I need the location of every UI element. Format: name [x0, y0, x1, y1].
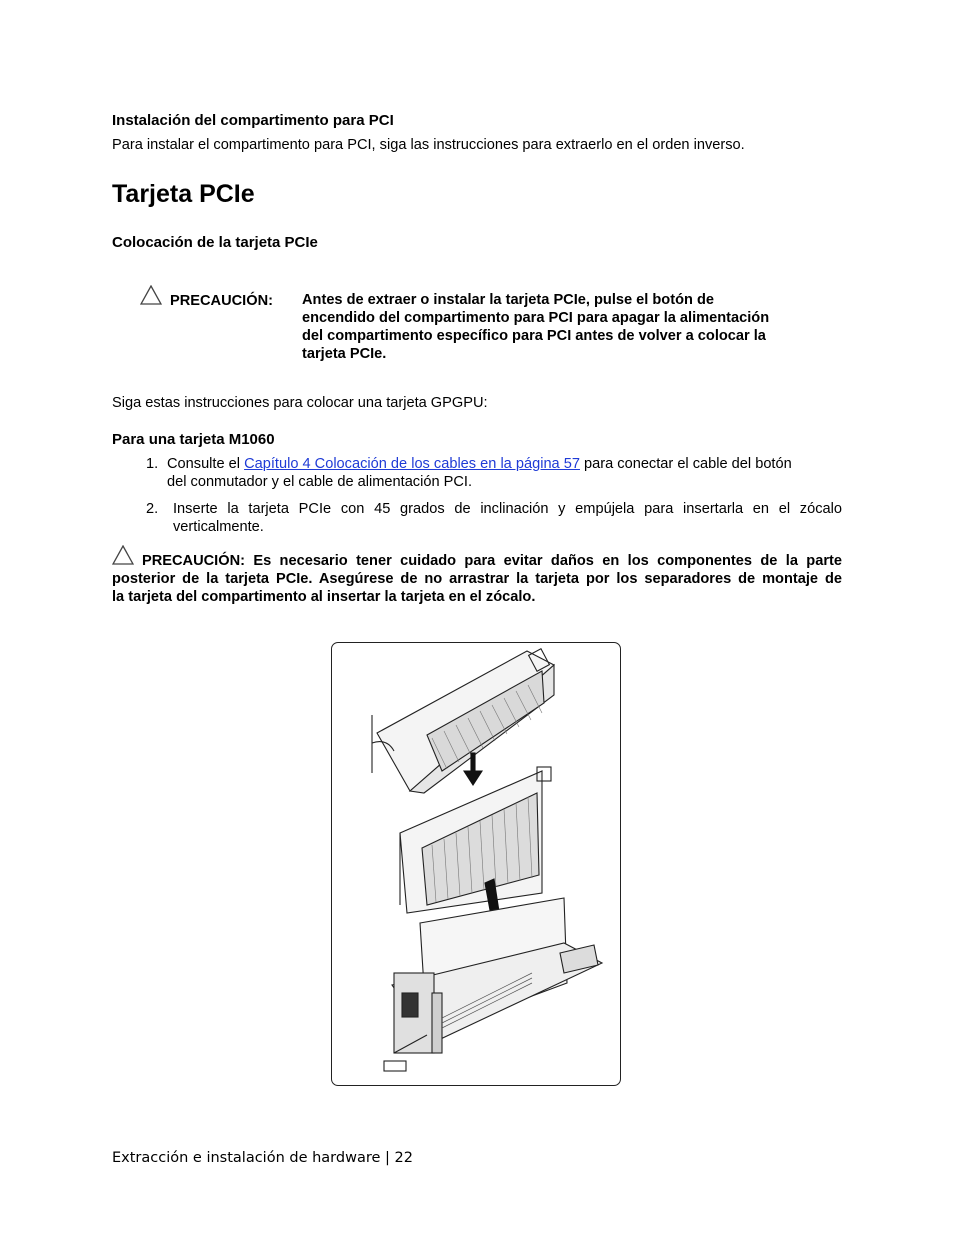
footer-separator: |	[385, 1150, 390, 1166]
m1060-heading: Para una tarjeta M1060	[112, 431, 275, 448]
pcie-installation-illustration	[332, 643, 622, 1087]
step-2	[173, 500, 842, 536]
section-heading-install: Instalación del compartimento para PCI	[112, 112, 394, 129]
caution-2-line: la tarjeta del compartimento al insertar la tarjeta en el zócalo.	[112, 589, 536, 605]
install-instructions-text: Para instalar el compartimento para PCI, siga las instrucciones para extraerlo en el orden inverso.	[112, 137, 745, 153]
caution-line: del compartimento específico para PCI antes de volver a colocar la	[302, 328, 766, 344]
figure-frame	[331, 642, 621, 1086]
caution-2-line: posterior de la tarjeta PCIe. Asegúrese de no arrastrar la tarjeta por los separadores de montaje de	[112, 571, 842, 587]
caution-label: PRECAUCIÓN:	[170, 293, 273, 309]
warning-triangle-icon	[140, 285, 162, 305]
step-1-line2: del conmutador y el cable de alimentación PCI.	[167, 474, 473, 490]
subsection-title: Colocación de la tarjeta PCIe	[112, 234, 318, 251]
caution-2-line: PRECAUCIÓN: Es necesario tener cuidado para evitar daños en los componentes de la parte	[142, 553, 842, 569]
pcie-card-tilted	[372, 649, 554, 793]
caution-line: Antes de extraer o instalar la tarjeta PCIe, pulse el botón de	[302, 292, 714, 308]
step-1	[167, 455, 843, 491]
caution-line: encendido del compartimento para PCI para apagar la alimentación	[302, 310, 770, 326]
step-1-text-cont: para conectar el cable del botón	[579, 456, 792, 472]
step-1-text: Consulte el	[167, 456, 245, 472]
caution-text	[302, 291, 822, 363]
chapter-4-link[interactable]: Capítulo 4 Colocación de los cables en la página 57	[244, 456, 580, 472]
page-title: Tarjeta PCIe	[112, 180, 255, 208]
step-2-line1: Inserte la tarjeta PCIe con 45 grados de inclinación y empújela para insertarla en el zócalo	[173, 501, 842, 517]
page-footer	[112, 1150, 413, 1166]
step-number: 2.	[146, 501, 159, 517]
pci-compartment	[384, 898, 602, 1071]
step-number: 1.	[146, 456, 159, 472]
footer-text: Extracción e instalación de hardware	[112, 1150, 381, 1166]
page-number: 22	[394, 1150, 413, 1166]
intro-text: Siga estas instrucciones para colocar una tarjeta GPGPU:	[112, 395, 488, 411]
caution-2-text	[112, 552, 842, 606]
step-2-line2: verticalmente.	[173, 519, 264, 535]
caution-line: tarjeta PCIe.	[302, 346, 387, 362]
